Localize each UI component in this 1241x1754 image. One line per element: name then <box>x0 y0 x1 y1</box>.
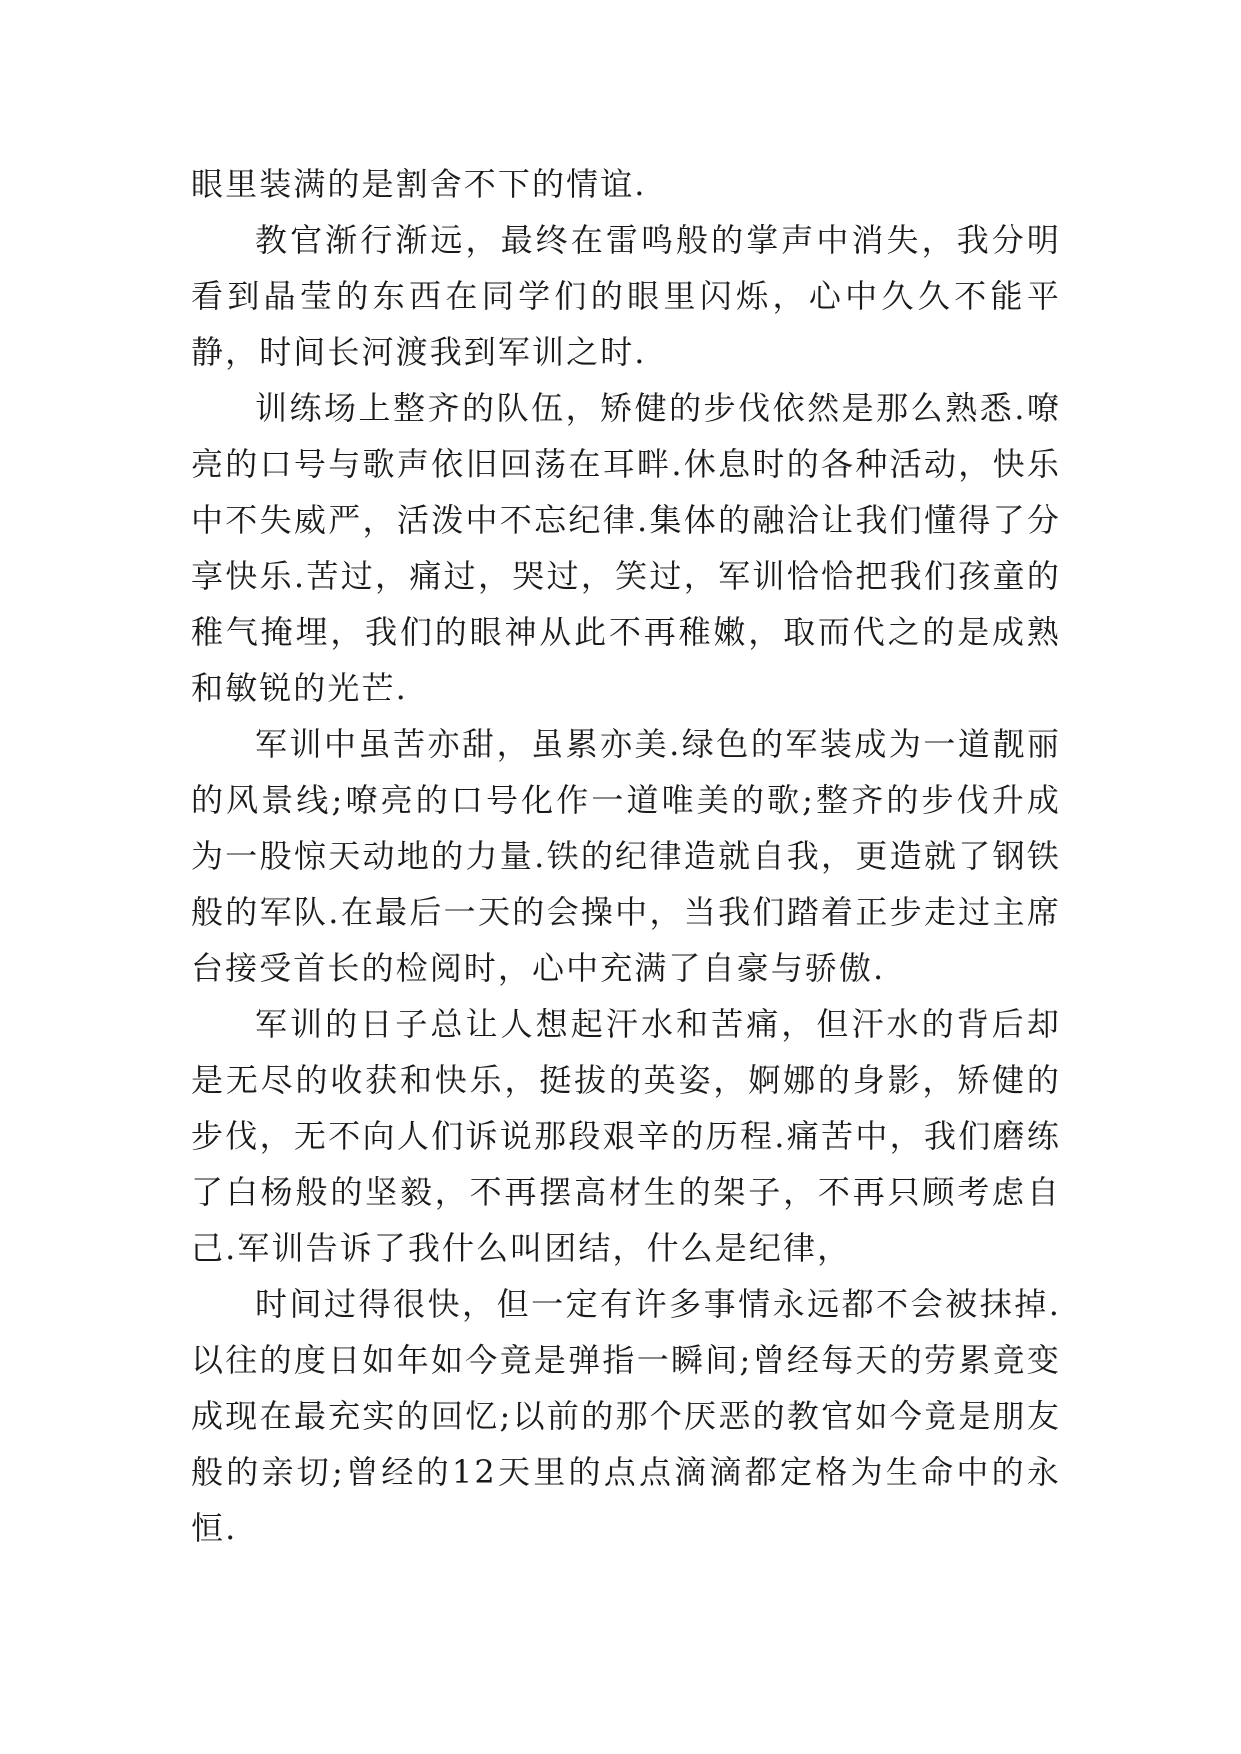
paragraph-3: 训练场上整齐的队伍，矫健的步伐依然是那么熟悉.嘹亮的口号与歌声依旧回荡在耳畔.休息时的各种活动，快乐中不失威严，活泼中不忘纪律.集体的融洽让我们懂得了分享快乐.苦过，痛过，哭过，笑过，军训恰恰把我们孩童的稚气掩埋，我们的眼神从此不再稚嫩，取而代之的是成熟和敏锐的光芒. <box>191 389 1061 707</box>
document-body <box>191 156 1061 1556</box>
paragraph-1: 眼里装满的是割舍不下的情谊. <box>191 165 647 203</box>
paragraph-6: 时间过得很快，但一定有许多事情永远都不会被抹掉.以往的度日如年如今竟是弹指一瞬间;曾经每天的劳累竟变成现在最充实的回忆;以前的那个厌恶的教官如今竟是朋友般的亲切;曾经的12天里的点点滴滴都定格为生命中的永恒. <box>191 1285 1061 1547</box>
paragraph-2: 教官渐行渐远，最终在雷鸣般的掌声中消失，我分明看到晶莹的东西在同学们的眼里闪烁，心中久久不能平静，时间长河渡我到军训之时. <box>191 221 1061 371</box>
paragraph-5: 军训的日子总让人想起汗水和苦痛，但汗水的背后却是无尽的收获和快乐，挺拔的英姿，婀娜的身影，矫健的步伐，无不向人们诉说那段艰辛的历程.痛苦中，我们磨练了白杨般的坚毅，不再摆高材生的架子，不再只顾考虑自己.军训告诉了我什么叫团结，什么是纪律， <box>191 1005 1061 1267</box>
paragraph-4: 军训中虽苦亦甜，虽累亦美.绿色的军装成为一道靓丽的风景线;嘹亮的口号化作一道唯美的歌;整齐的步伐升成为一股惊天动地的力量.铁的纪律造就自我，更造就了钢铁般的军队.在最后一天的会操中，当我们踏着正步走过主席台接受首长的检阅时，心中充满了自豪与骄傲. <box>191 725 1061 987</box>
